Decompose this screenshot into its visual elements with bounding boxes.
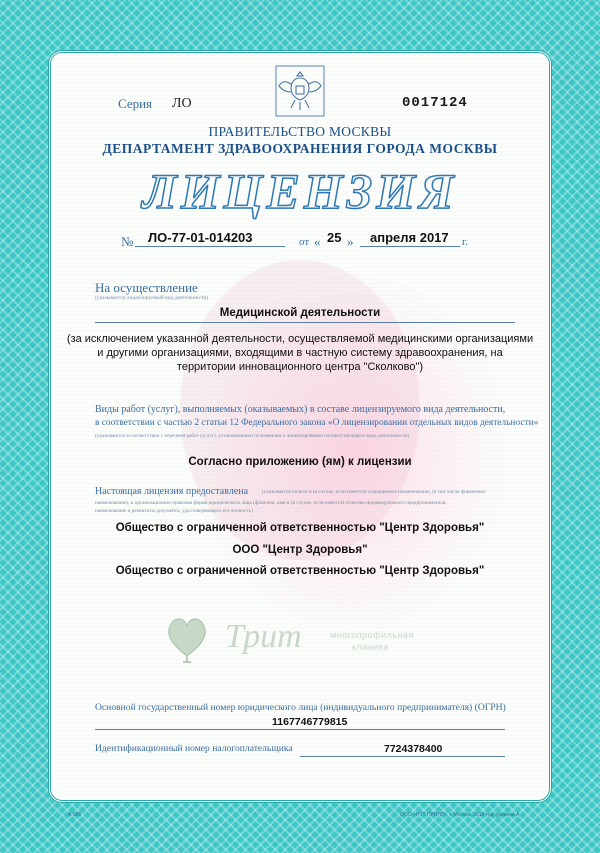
grantee-hint-2: наименование), и организационно-правовая форма юридического лица (фамилия, имя и (в случае, если имеется) отчество индивидуального предпринимателя,: [95, 500, 447, 506]
series-label: Серия: [118, 96, 153, 111]
inn-underline: [300, 756, 505, 757]
license-month-year: апреля 2017: [370, 230, 449, 245]
series-value: ЛО: [172, 96, 192, 111]
quote-close: »: [347, 234, 354, 249]
works-value: Согласно приложению (ям) к лицензии: [188, 456, 412, 468]
number-underline: [135, 246, 285, 247]
coat-of-arms-icon: [270, 62, 330, 120]
grantee-full-name: Общество с ограниченной ответственностью "Центр Здоровья": [115, 522, 485, 534]
grantee-intro: Настоящая лицензия предоставлена: [95, 486, 249, 497]
works-hint: (указываются в соответствии с перечнем работ (услуг), установленным положением о лицензировании соответствующего вида деятельности): [95, 433, 410, 439]
number-label: №: [121, 234, 134, 249]
heart-tree-logo-icon: [163, 612, 211, 664]
date-from-label: от: [299, 236, 310, 248]
activity-name: Медицинской деятельности: [219, 307, 381, 319]
inn-label: Идентификационный номер налогоплательщика: [95, 743, 293, 754]
activity-label: На осуществление: [95, 280, 198, 295]
grantee-hint-3: наименование и реквизиты документа, удостоверяющего его личность): [95, 508, 253, 514]
department-heading: ДЕПАРТАМЕНТ ЗДРАВООХРАНЕНИЯ ГОРОДА МОСКВЫ: [102, 141, 498, 156]
exclusion-line-3: территории инновационного центра "Сколково"): [176, 361, 424, 373]
license-day: 25: [327, 230, 342, 245]
date-underline: [360, 246, 460, 247]
inn-value: 7724378400: [384, 743, 443, 755]
grantee-hint-1: (указывается полное и (в случае, если имеется) сокращенное наименование, (в том числе фирменное: [262, 489, 486, 495]
works-line-1: Виды работ (услуг), выполняемых (оказываемых) в составе лицензируемого вида деятельности,: [95, 404, 506, 415]
printer-note: ООО «НТТ ПРИНТ», г. Москва, 2016 год, уровень А: [400, 812, 520, 818]
logo-caption-2: клиника: [352, 642, 389, 652]
serial-number: 0017124: [402, 95, 468, 111]
exclusion-line-1: (за исключением указанной деятельности, осуществляемой медицинскими организациями: [66, 333, 534, 345]
ogrn-label: Основной государственный номер юридического лица (индивидуального предпринимателя) (ОГРН): [95, 702, 506, 713]
activity-underline: [95, 322, 515, 323]
ogrn-value: 1167746779815: [272, 716, 348, 728]
form-code: А-905: [68, 812, 82, 818]
quote-open: «: [314, 234, 321, 249]
government-heading: ПРАВИТЕЛЬСТВО МОСКВЫ: [208, 124, 392, 139]
activity-hint: (указывается лицензируемый вид деятельности): [95, 295, 209, 301]
works-line-2: в соответствии с частью 2 статьи 12 Федерального закона «О лицензировании отдельных видов деятельности»: [95, 418, 539, 428]
grantee-short-name: ООО "Центр Здоровья": [232, 544, 368, 556]
exclusion-line-2: и другими организациями, входящими в частную систему здравоохранения, на: [97, 347, 503, 359]
logo-caption-1: многопрофильная: [330, 630, 414, 640]
document-title: ЛИЦЕНЗИЯ: [142, 163, 458, 219]
logo-script-text: Трит: [225, 618, 302, 655]
year-suffix: г.: [462, 236, 469, 248]
grantee-brand-name: Общество с ограниченной ответственностью "Центр Здоровья": [115, 565, 485, 577]
ogrn-underline: [95, 729, 505, 730]
license-number: ЛО-77-01-014203: [148, 230, 253, 245]
